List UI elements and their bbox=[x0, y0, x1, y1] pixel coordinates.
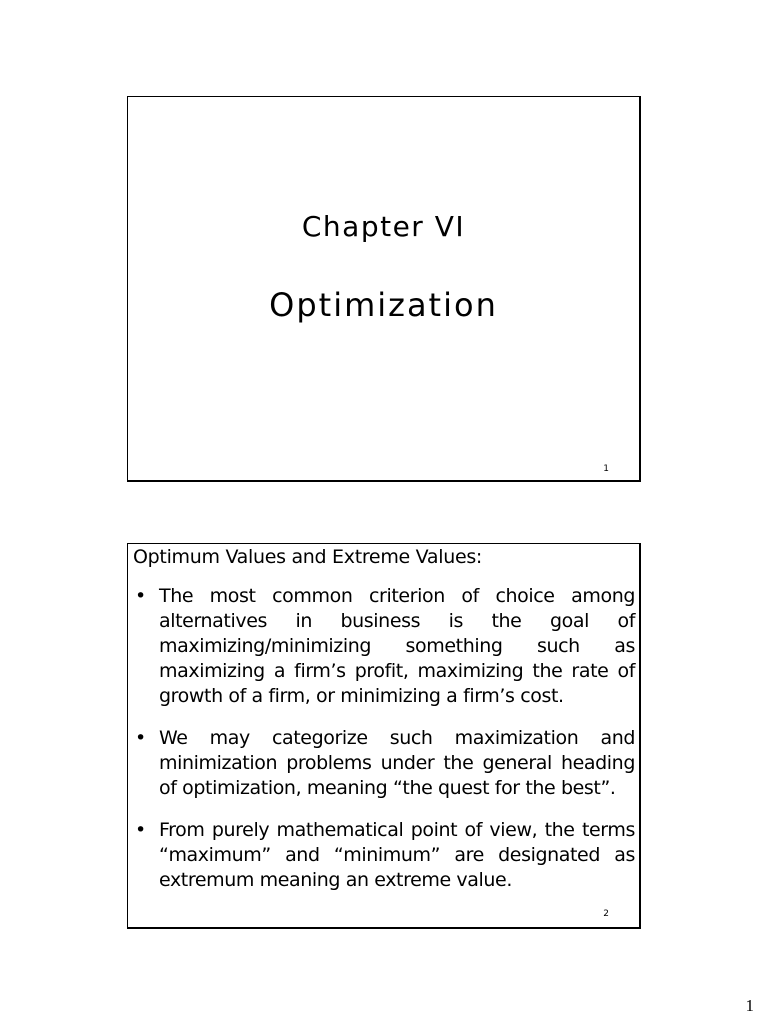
bullet-item: • We may categorize such maximization and minimization problems under the general heading of optimization, meaning “the quest for the best”. bbox=[133, 726, 635, 801]
bullet-item: • The most common criterion of choice among alternatives in business is the goal of maximizing/minimizing something such as maximizing a firm’s profit, maximizing the rate of growth of a firm, or minimizing a firm’s cost. bbox=[133, 584, 635, 709]
slide-heading: Optimum Values and Extreme Values: bbox=[133, 546, 483, 568]
topic-title: Optimization bbox=[269, 286, 498, 324]
slide-1 bbox=[127, 96, 641, 482]
bullet-list bbox=[133, 584, 635, 910]
slide-number: 2 bbox=[603, 909, 609, 919]
bullet-item: • From purely mathematical point of view, the terms “maximum” and “minimum” are designated as extremum meaning an extreme value. bbox=[133, 818, 635, 893]
slide-2 bbox=[127, 543, 641, 929]
chapter-title: Chapter VI bbox=[301, 210, 466, 243]
page-number: 1 bbox=[745, 996, 754, 1015]
slide-number: 1 bbox=[603, 464, 609, 474]
